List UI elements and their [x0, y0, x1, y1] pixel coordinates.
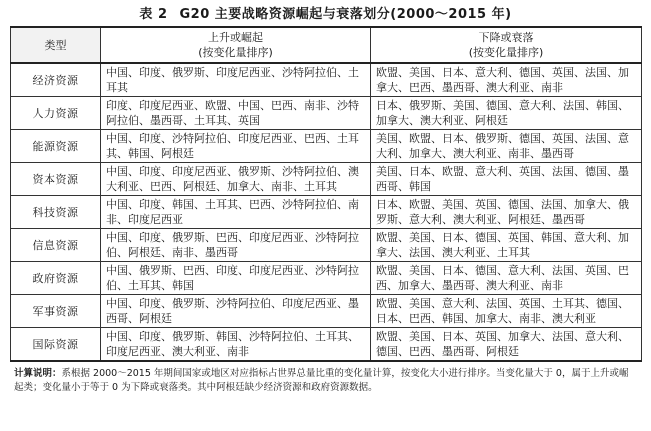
table-row	[11, 229, 642, 262]
row-falling: 日本、欧盟、美国、英国、德国、法国、加拿大、俄罗斯、意大利、澳大利亚、阿根廷、墨西哥	[371, 196, 642, 229]
row-falling: 欧盟、美国、日本、意大利、德国、英国、法国、加拿大、巴西、墨西哥、澳大利亚、南非	[371, 63, 642, 97]
row-type: 人力资源	[11, 97, 101, 130]
row-falling: 美国、欧盟、日本、俄罗斯、德国、英国、法国、意大利、加拿大、澳大利亚、南非、墨西哥	[371, 130, 642, 163]
header-falling	[371, 27, 642, 63]
table-row	[11, 328, 642, 362]
row-falling: 欧盟、美国、日本、英国、加拿大、法国、意大利、德国、巴西、墨西哥、阿根廷	[371, 328, 642, 362]
row-type: 经济资源	[11, 63, 101, 97]
resource-classification-table	[10, 26, 642, 362]
row-rising: 中国、印度、印度尼西亚、俄罗斯、沙特阿拉伯、澳大利亚、巴西、阿根廷、加拿大、南非、土耳其	[101, 163, 371, 196]
table-header-row	[11, 27, 642, 63]
row-rising: 中国、印度、俄罗斯、沙特阿拉伯、印度尼西亚、墨西哥、阿根廷	[101, 295, 371, 328]
row-rising: 中国、印度、俄罗斯、巴西、印度尼西亚、沙特阿拉伯、阿根廷、南非、墨西哥	[101, 229, 371, 262]
row-falling: 美国、日本、欧盟、意大利、英国、法国、德国、墨西哥、韩国	[371, 163, 642, 196]
row-type: 能源资源	[11, 130, 101, 163]
table-row	[11, 295, 642, 328]
table-title: G20 主要战略资源崛起与衰落划分(2000～2015 年)	[179, 7, 512, 22]
header-rising-subtitle: (按变化量排序)	[198, 46, 273, 59]
header-rising-title: 上升或崛起	[208, 31, 263, 44]
header-falling-title: 下降或衰落	[478, 31, 534, 44]
table-row	[11, 262, 642, 295]
row-rising: 中国、印度、韩国、土耳其、巴西、沙特阿拉伯、南非、印度尼西亚	[101, 196, 371, 229]
row-rising: 中国、印度、沙特阿拉伯、印度尼西亚、巴西、土耳其、韩国、阿根廷	[101, 130, 371, 163]
row-falling: 欧盟、美国、日本、德国、英国、韩国、意大利、加拿大、法国、澳大利亚、土耳其	[371, 229, 642, 262]
row-rising: 中国、印度、俄罗斯、韩国、沙特阿拉伯、土耳其、印度尼西亚、澳大利亚、南非	[101, 328, 371, 362]
row-type: 信息资源	[11, 229, 101, 262]
row-rising: 中国、俄罗斯、巴西、印度、印度尼西亚、沙特阿拉伯、土耳其、韩国	[101, 262, 371, 295]
note-text: 系根据 2000～2015 年期间国家或地区对应指标占世界总量比重的变化量计算，按变化大小进行排序。当变化量大于 0，属于上升或崛起类；变化量小于等于 0 为下降或衰落类。其中阿根廷缺少经济资源和政府资源数据。	[14, 368, 629, 393]
row-rising: 中国、印度、俄罗斯、印度尼西亚、沙特阿拉伯、土耳其	[101, 63, 371, 97]
row-type: 资本资源	[11, 163, 101, 196]
row-type: 军事资源	[11, 295, 101, 328]
row-type: 政府资源	[11, 262, 101, 295]
row-type: 国际资源	[11, 328, 101, 362]
table-row	[11, 97, 642, 130]
row-falling: 欧盟、美国、意大利、法国、英国、土耳其、德国、日本、巴西、韩国、加拿大、南非、澳大利亚	[371, 295, 642, 328]
table-row	[11, 130, 642, 163]
table-row	[11, 63, 642, 97]
calculation-note	[10, 367, 641, 395]
table-number: 表 2	[139, 7, 168, 22]
header-rising	[101, 27, 371, 63]
note-label: 计算说明：	[14, 368, 62, 379]
header-type: 类型	[11, 27, 101, 63]
header-falling-subtitle: (按变化量排序)	[468, 46, 544, 59]
row-type: 科技资源	[11, 196, 101, 229]
table-row	[11, 163, 642, 196]
row-falling: 日本、俄罗斯、美国、德国、意大利、法国、韩国、加拿大、澳大利亚、阿根廷	[371, 97, 642, 130]
table-caption	[10, 4, 641, 26]
row-falling: 欧盟、美国、日本、德国、意大利、法国、英国、巴西、加拿大、墨西哥、澳大利亚、南非	[371, 262, 642, 295]
row-rising: 印度、印度尼西亚、欧盟、中国、巴西、南非、沙特阿拉伯、墨西哥、土耳其、英国	[101, 97, 371, 130]
table-row	[11, 196, 642, 229]
